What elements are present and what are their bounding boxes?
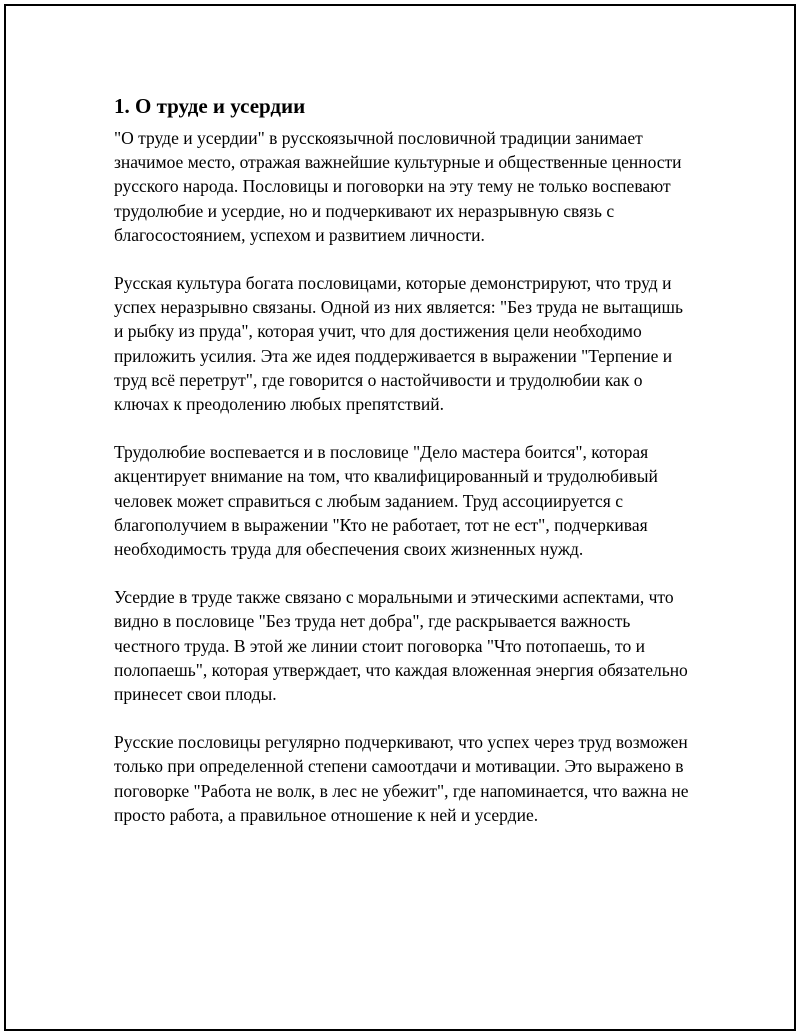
paragraph-5: Русские пословицы регулярно подчеркивают, что успех через труд возможен только при определенной степени самоотдачи и мотивации. Это выражено в поговорке "Работа не волк, в лес не убежит", где напоминается, что важна не просто работа, а правильное отношение к ней и усердие.	[114, 732, 689, 825]
paragraph-2: Русская культура богата пословицами, которые демонстрируют, что труд и успех неразрывно связаны. Одной из них является: "Без труда не вытащишь и рыбку из пруда", которая учит, что для достижения цели необходимо приложить усилия. Эта же идея поддерживается в выражении "Терпение и труд всё перетрут", где говорится о настойчивости и трудолюбии как о ключах к преодолению любых препятствий.	[114, 273, 683, 415]
paragraph-3: Трудолюбие воспевается и в пословице "Дело мастера боится", которая акцентирует внимание на том, что квалифицированный и трудолюбивый человек может справиться с любым заданием. Труд ассоциируется с благополучием в выражении "Кто не работает, тот не ест", подчеркивая необходимость труда для обеспечения своих жизненных нужд.	[114, 442, 658, 560]
document-body	[114, 92, 694, 851]
section-title: 1. О труде и усердии	[114, 94, 306, 118]
paragraph-1: "О труде и усердии" в русскоязычной пословичной традиции занимает значимое место, отражая важнейшие культурные и общественные ценности русского народа. Пословицы и поговорки на эту тему не только воспевают трудолюбие и усердие, но и подчеркивают их неразрывную связь с благосостоянием, успехом и развитием личности.	[114, 128, 682, 245]
paragraph-4: Усердие в труде также связано с моральными и этическими аспектами, что видно в пословице "Без труда нет добра", где раскрывается важность честного труда. В этой же линии стоит поговорка "Что потопаешь, то и полопаешь", которая утверждает, что каждая вложенная энергия обязательно принесет свои плоды.	[114, 587, 688, 705]
